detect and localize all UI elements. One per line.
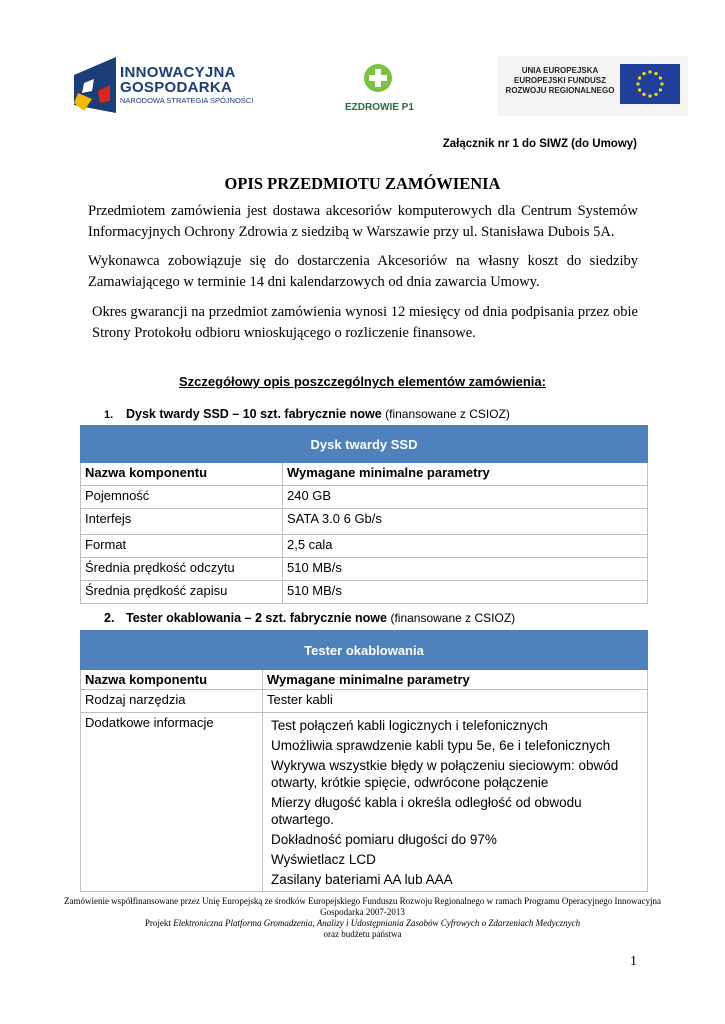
list-item: Wykrywa wszystkie błędy w połączeniu sieciowym: obwód otwarty, krótkie spięcie, odwrócone połączenie bbox=[271, 758, 619, 790]
ig-subtitle: NARODOWA STRATEGIA SPÓJNOŚCI bbox=[120, 96, 254, 105]
list-item: Dokładność pomiaru długości do 97% bbox=[271, 832, 497, 847]
tester-table-title: Tester okablowania bbox=[81, 631, 648, 670]
list-item: Umożliwia sprawdzenie kabli typu 5e, 6e i telefonicznych bbox=[271, 738, 611, 753]
ssd-row-label: Średnia prędkość odczytu bbox=[81, 558, 283, 581]
tester-row-label: Rodzaj narzędzia bbox=[81, 690, 263, 713]
tester-row-value: Tester kabli bbox=[263, 690, 648, 713]
page-number: 1 bbox=[630, 954, 637, 969]
innowacyjna-gospodarka-logo bbox=[70, 55, 260, 115]
item2-name: Tester okablowania – 2 szt. fabrycznie nowe bbox=[126, 611, 387, 625]
item2-heading bbox=[104, 611, 515, 625]
tester-row-label: Dodatkowe informacje bbox=[81, 713, 263, 892]
paragraph-warranty: Okres gwarancji na przedmiot zamówienia wynosi 12 miesięcy od dnia podpisania przez obie Strony Protokołu odbioru wnioskującego o rozliczenie finansowe. bbox=[92, 304, 638, 341]
ssd-table-title: Dysk twardy SSD bbox=[81, 426, 648, 463]
eu-fund-logo bbox=[498, 56, 688, 116]
footer-cofinancing: Zamówienie współfinansowane przez Unię Europejską ze środków Europejskiego Funduszu Rozwoju Regionalnego w ramach Programu Operacyjnego Innowacyjna Gospodarka 2007-2013 bbox=[63, 896, 662, 917]
paragraph-subject: Przedmiotem zamówienia jest dostawa akcesoriów komputerowych dla Centrum Systemów Informacyjnych Ochrony Zdrowia z siedzibą w Warszawie przy ul. Stanisława Dubois 5A. bbox=[88, 203, 638, 240]
eu-flag-icon bbox=[620, 64, 680, 104]
table-row bbox=[81, 509, 648, 535]
innowacyjna-gospodarka-emblem-icon bbox=[70, 55, 116, 113]
item2-number: 2. bbox=[104, 611, 115, 625]
ig-title: INNOWACYJNA GOSPODARKA bbox=[120, 64, 236, 96]
ssd-row-value: SATA 3.0 6 Gb/s bbox=[283, 509, 648, 535]
tester-table bbox=[80, 630, 648, 892]
table-row bbox=[81, 690, 648, 713]
table-row bbox=[81, 713, 648, 892]
ezdrowie-logo bbox=[340, 60, 420, 115]
table-row bbox=[81, 535, 648, 558]
ssd-row-value: 240 GB bbox=[283, 486, 648, 509]
item2-financing: (finansowane z CSIOZ) bbox=[390, 611, 516, 625]
ssd-table bbox=[80, 425, 648, 604]
ssd-row-label: Średnia prędkość zapisu bbox=[81, 581, 283, 604]
ssd-col-component: Nazwa komponentu bbox=[81, 463, 283, 486]
ssd-row-value: 510 MB/s bbox=[283, 558, 648, 581]
footer bbox=[60, 896, 665, 940]
item1-heading bbox=[104, 407, 510, 421]
health-cross-icon bbox=[340, 60, 420, 102]
section-title: Szczegółowy opis poszczególnych elementów zamówienia: bbox=[179, 374, 546, 389]
list-item: Wyświetlacz LCD bbox=[271, 852, 376, 867]
table-row bbox=[81, 486, 648, 509]
list-item: Zasilany bateriami AA lub AAA bbox=[271, 872, 453, 887]
eu-fund-text: UNIA EUROPEJSKA EUROPEJSKI FUNDUSZ ROZWOJU REGIONALNEGO bbox=[505, 66, 615, 95]
tester-info-list bbox=[263, 713, 648, 892]
ezdrowie-text: EZDROWIE P1 bbox=[345, 102, 414, 113]
ssd-col-params: Wymagane minimalne parametry bbox=[283, 463, 648, 486]
item1-name: Dysk twardy SSD – 10 szt. fabrycznie nowe bbox=[126, 407, 382, 421]
list-item: Mierzy długość kabla i określa odległość od obwodu otwartego. bbox=[271, 795, 582, 827]
table-row bbox=[81, 581, 648, 604]
table-row bbox=[81, 558, 648, 581]
footer-budget: oraz budżetu państwa bbox=[323, 929, 402, 939]
item1-financing: (finansowane z CSIOZ) bbox=[385, 407, 510, 421]
ssd-row-value: 510 MB/s bbox=[283, 581, 648, 604]
ssd-row-label: Format bbox=[81, 535, 283, 558]
footer-project: Projekt Elektroniczna Platforma Gromadzenia, Analizy i Udostępniania Zasobów Cyfrowych o Zdarzeniach Medycznych bbox=[144, 918, 581, 928]
item1-number: 1. bbox=[104, 409, 114, 421]
paragraph-delivery: Wykonawca zobowiązuje się do dostarczenia Akcesoriów na własny koszt do siedziby Zamawiającego w terminie 14 dni kalendarzowych od dnia zawarcia Umowy. bbox=[88, 253, 638, 290]
ssd-row-value: 2,5 cala bbox=[283, 535, 648, 558]
tester-col-component: Nazwa komponentu bbox=[81, 670, 263, 690]
ssd-row-label: Pojemność bbox=[81, 486, 283, 509]
ssd-row-label: Interfejs bbox=[81, 509, 283, 535]
list-item: Test połączeń kabli logicznych i telefonicznych bbox=[271, 718, 548, 733]
page-title: OPIS PRZEDMIOTU ZAMÓWIENIA bbox=[224, 174, 501, 193]
tester-col-params: Wymagane minimalne parametry bbox=[263, 670, 648, 690]
annex-label: Załącznik nr 1 do SIWZ (do Umowy) bbox=[442, 138, 637, 150]
